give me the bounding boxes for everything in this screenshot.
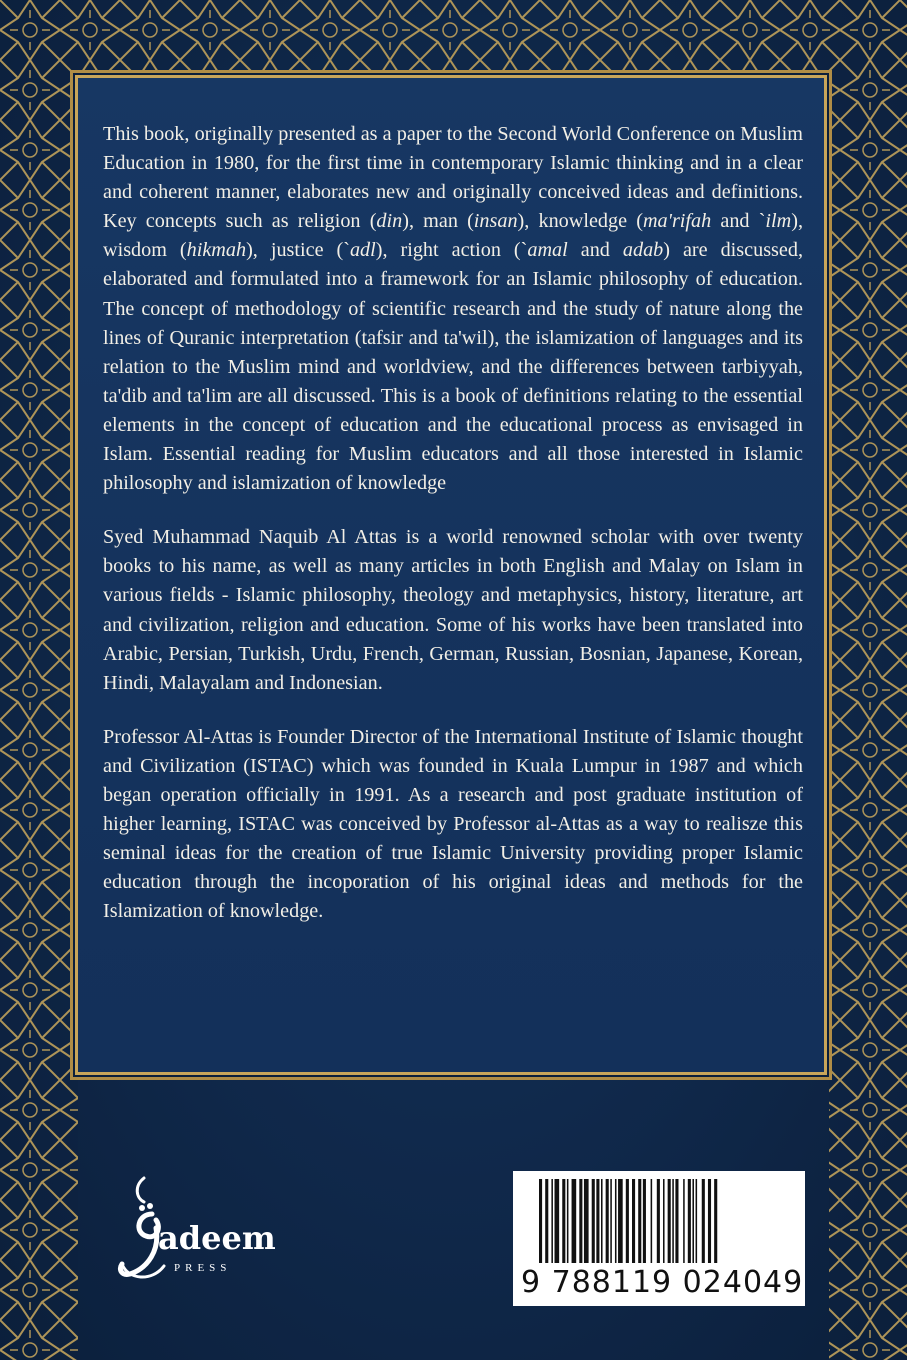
barcode-bar: [657, 1179, 660, 1263]
barcode-bar: [601, 1179, 603, 1263]
description-panel: [75, 75, 827, 1075]
barcode-bar: [584, 1179, 589, 1263]
barcode-bar: [638, 1179, 641, 1263]
barcode-bar: [592, 1179, 595, 1263]
isbn-barcode: [513, 1171, 805, 1306]
barcode-bar: [683, 1179, 685, 1263]
publisher-press: PRESS: [174, 1262, 232, 1274]
barcode-bar: [596, 1179, 599, 1263]
isbn-number: 9 788119 024049: [521, 1265, 804, 1300]
barcode-bar: [572, 1179, 577, 1263]
barcode-bar: [651, 1179, 653, 1263]
description-paragraph-3: Professor Al-Attas is Founder Director of the International Institute of Islamic thought and Civilization (ISTAC) which was founded in Kuala Lumpur in 1987 and which began operation officially in 1991. As a research and post graduate institution of higher learning, ISTAC was conceived by Professor al-Attas as a way to realisze this seminal ideas for the creation of true Islamic University providing proper Islamic education through the incoporation of his original ideas and methods for the Islamization of knowledge.: [103, 725, 803, 923]
barcode-bar: [615, 1179, 617, 1263]
barcode-bar: [567, 1179, 569, 1263]
barcode-bar: [668, 1179, 671, 1263]
barcode-bar: [675, 1179, 678, 1263]
barcode-bar: [708, 1179, 711, 1263]
description-text: [103, 120, 803, 951]
barcode-bar: [702, 1179, 705, 1263]
barcode-bar: [606, 1179, 609, 1263]
barcode-bar: [688, 1179, 691, 1263]
barcode-bar: [551, 1179, 553, 1263]
barcode-bar: [579, 1179, 582, 1263]
barcode-bar: [672, 1179, 674, 1263]
publisher-name: adeem: [158, 1219, 276, 1257]
barcode-bar: [555, 1179, 560, 1263]
barcode-bar: [692, 1179, 694, 1263]
barcode-bar: [610, 1179, 612, 1263]
barcode-bar: [618, 1179, 623, 1263]
publisher-logo: [112, 1170, 282, 1300]
barcode-bar: [632, 1179, 635, 1263]
barcode-bar: [643, 1179, 646, 1263]
barcode-bar: [562, 1179, 565, 1263]
description-paragraph-2: Syed Muhammad Naquib Al Attas is a world renowned scholar with over twenty books to his name, as well as many articles in both English and Malay on Islam in various fields - Islamic philosophy, theology and metaphysics, history, literature, art and civilization, religion and education. Some of his works have been translated into Arabic, Persian, Turkish, Urdu, French, German, Russian, Bosnian, Japanese, Korean, Hindi, Malayalam and Indonesian.: [103, 526, 803, 694]
barcode-bar: [626, 1179, 629, 1263]
description-paragraph-1: This book, originally presented as a paper to the Second World Conference on Muslim Education in 1980, for the first time in contemporary Islamic thinking and in a clear and coherent manner, elaborates new and originally conceived ideas and definitions. Key concepts such as religion (din), man (insan), knowledge (ma'rifah and `ilm), wisdom (hikmah), justice (`adl), right action (`amal and adab) are discussed, elaborated and formulated into a framework for an Islamic philosophy of education. The concept of methodology of scientific research and the study of nature along the lines of Quranic interpretation (tafsir and ta'wil), the islamization of languages and its relation to the Muslim mind and worldview, and the differences between tarbiyyah, ta'dib and ta'lim are all discussed. This is a book of definitions relating to the essential elements in the concept of education and the educational process as envisaged in Islam. Essential reading for Muslim educators and all those interested in Islamic philosophy and islamization of knowledge: [103, 123, 804, 495]
barcode-bar: [696, 1179, 698, 1263]
barcode-bar: [539, 1179, 542, 1263]
barcode-bar: [545, 1179, 548, 1263]
barcode-bar: [714, 1179, 717, 1263]
barcode-bars-icon: [523, 1179, 795, 1263]
barcode-bar: [663, 1179, 665, 1263]
